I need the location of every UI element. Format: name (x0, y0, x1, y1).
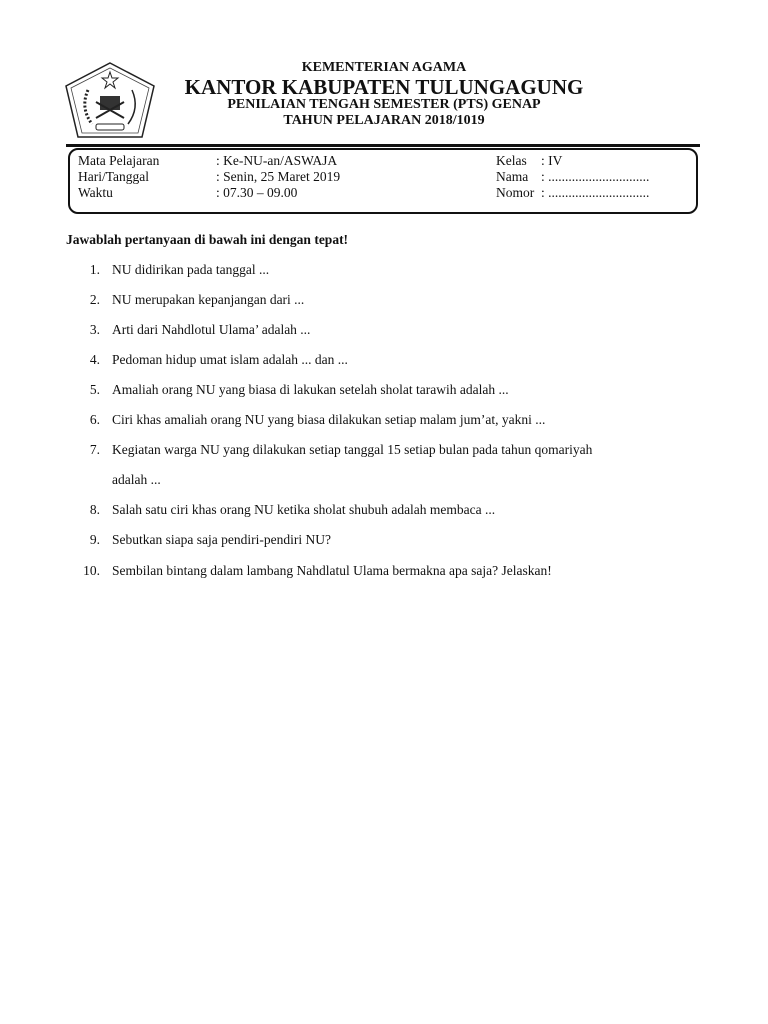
date-value: : Senin, 25 Maret 2019 (216, 169, 341, 184)
question-text: Ciri khas amaliah orang NU yang biasa dilakukan setiap malam jum’at, yakni ... (112, 412, 546, 427)
question-text: Arti dari Nahdlotul Ulama’ adalah ... (112, 322, 311, 337)
class-label: Kelas (496, 153, 527, 168)
question-number: 9. (89, 532, 100, 547)
header-divider (66, 144, 700, 147)
question-number: 8. (89, 502, 100, 517)
question-text: Sebutkan siapa saja pendiri-pendiri NU? (112, 532, 331, 547)
instruction: Jawablah pertanyaan di bawah ini dengan tepat! (66, 232, 349, 247)
date-label: Hari/Tanggal (78, 169, 150, 184)
question-text: Pedoman hidup umat islam adalah ... dan ... (112, 352, 348, 367)
question-number: 3. (89, 322, 100, 337)
time-value: : 07.30 – 09.00 (216, 185, 298, 200)
ministry-title: KEMENTERIAN AGAMA (301, 60, 467, 75)
number-value: : .............................. (541, 185, 650, 200)
exam-title: PENILAIAN TENGAH SEMESTER (PTS) GENAP (227, 97, 541, 112)
question-number: 2. (89, 292, 100, 307)
question-text: Amaliah orang NU yang biasa di lakukan setelah sholat tarawih adalah ... (112, 382, 509, 397)
name-label: Nama (496, 169, 529, 184)
question-text: Sembilan bintang dalam lambang Nahdlatul Ulama bermakna apa saja? Jelaskan! (112, 563, 552, 578)
question-number: 4. (89, 352, 100, 367)
question-number: 6. (89, 412, 100, 427)
subject-label: Mata Pelajaran (78, 153, 160, 168)
time-label: Waktu (78, 185, 113, 200)
number-label: Nomor (496, 185, 535, 200)
office-title: KANTOR KABUPATEN TULUNGAGUNG (184, 75, 584, 99)
question-text: NU merupakan kepanjangan dari ... (112, 292, 305, 307)
year-title: TAHUN PELAJARAN 2018/1019 (283, 113, 485, 128)
question-number: 5. (89, 382, 100, 397)
name-value: : .............................. (541, 169, 650, 184)
question-number: 7. (89, 442, 100, 457)
question-number: 1. (89, 262, 100, 277)
question-text: Salah satu ciri khas orang NU ketika sholat shubuh adalah membaca ... (112, 502, 496, 517)
question-text-continued: adalah ... (112, 472, 161, 487)
question-text: NU didirikan pada tanggal ... (112, 262, 270, 277)
question-text: Kegiatan warga NU yang dilakukan setiap tanggal 15 setiap bulan pada tahun qomariyah (112, 442, 593, 457)
subject-value: : Ke-NU-an/ASWAJA (216, 153, 338, 168)
class-value: : IV (541, 153, 563, 168)
question-number: 10. (83, 563, 100, 578)
